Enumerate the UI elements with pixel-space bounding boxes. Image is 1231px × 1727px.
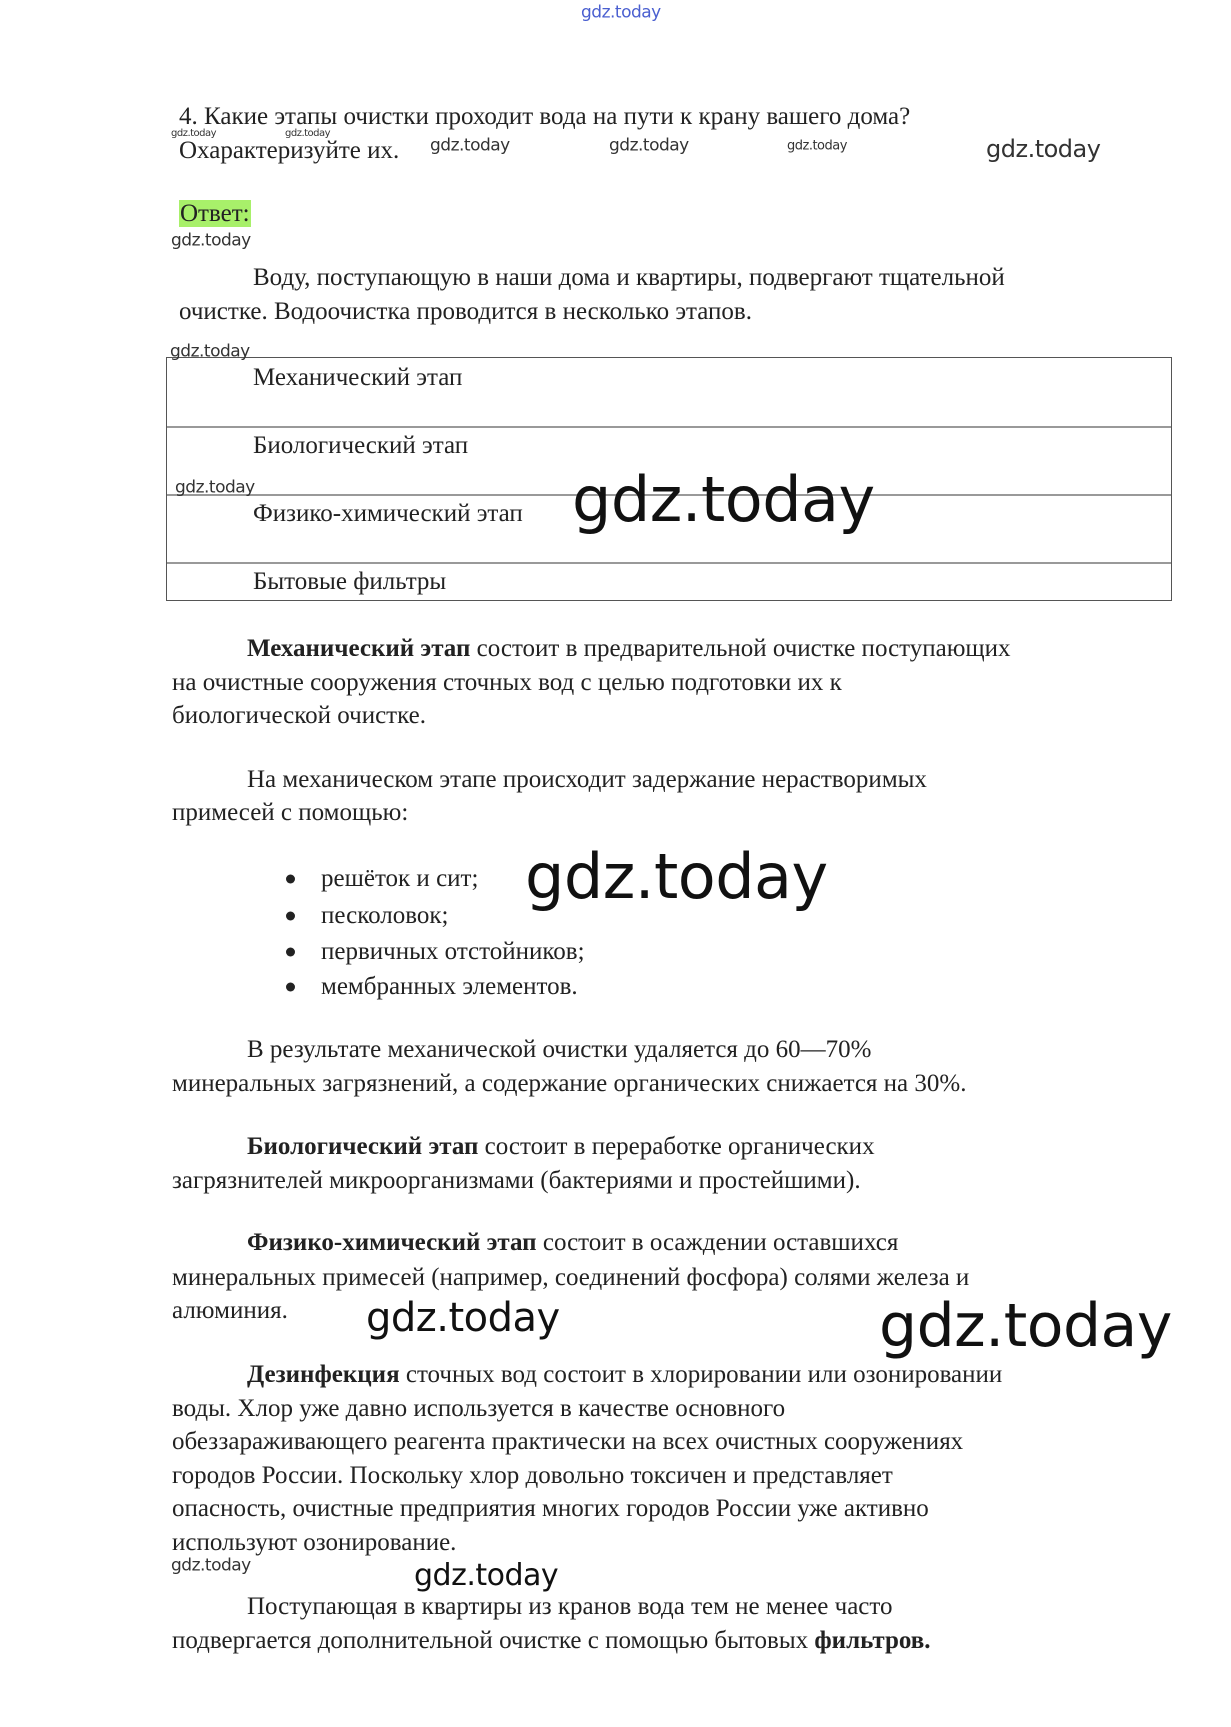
watermark: gdz.today [787,138,847,154]
physchem-line-1 [247,1230,898,1256]
physchem-line-2: минеральных примесей (например, соединений фосфора) солями железа и [172,1264,970,1291]
watermark: gdz.today [430,135,510,156]
list-item: первичных отстойников; [321,938,585,965]
watermark: gdz.today [170,341,250,362]
biological-line-2: загрязнителей микроорганизмами (бактериями и простейшими). [172,1167,861,1194]
watermark: gdz.today [879,1291,1172,1361]
header-watermark: gdz.today [581,2,661,23]
watermark: gdz.today [171,128,217,139]
intro-line-1: Воду, поступающую в наши дома и квартиры, подвергают тщательной [253,264,1005,291]
result-line-2: минеральных загрязнений, а содержание органических снижается на 30%. [172,1070,967,1097]
mechanical-line-1 [247,636,1011,662]
watermark: gdz.today [285,128,331,139]
list-item: мембранных элементов. [321,973,578,1000]
watermark: gdz.today [414,1558,559,1593]
watermark: gdz.today [175,477,255,498]
bullet-icon [286,983,295,992]
physchem-line-3: алюминия. [172,1297,288,1324]
text: подвергается дополнительной очистке с помощью бытовых [172,1627,815,1654]
disinfection-line-4: городов России. Поскольку хлор довольно токсичен и представляет [172,1462,893,1489]
table-row: Биологический этап [253,432,469,459]
watermark: gdz.today [366,1295,560,1341]
answer-highlight: Ответ: [180,200,250,227]
watermark: gdz.today [171,230,251,251]
list-item: решёток и сит; [321,865,479,892]
filters-line-2 [172,1628,931,1654]
biological-line-1 [247,1134,875,1160]
answer-label [179,201,251,227]
text: состоит в осаждении оставшихся [536,1229,899,1256]
bullet-icon [286,912,295,921]
bold-term: Дезинфекция [247,1361,400,1388]
disinfection-line-1 [247,1362,1002,1388]
disinfection-line-3: обеззараживающего реагента практически на всех очистных сооружениях [172,1428,964,1455]
mechanical-detail-line-1: На механическом этапе происходит задержание нерастворимых [247,766,927,793]
intro-line-2: очистке. Водоочистка проводится в несколько этапов. [179,298,752,325]
disinfection-line-5: опасность, очистные предприятия многих городов России уже активно [172,1495,929,1522]
bullet-icon [286,948,295,957]
bold-term: Биологический этап [247,1133,479,1160]
watermark: gdz.today [986,135,1101,163]
table-divider [167,562,1171,564]
bullet-icon [286,875,295,884]
watermark: gdz.today [609,135,689,156]
watermark: gdz.today [572,463,875,536]
text: состоит в переработке органических [478,1133,875,1160]
question-line-1: 4. Какие этапы очистки проходит вода на пути к крану вашего дома? [179,103,911,130]
text: состоит в предварительной очистке поступающих [470,635,1011,662]
watermark: gdz.today [525,840,828,913]
mechanical-detail-line-2: примесей с помощью: [172,799,409,826]
filters-line-1: Поступающая в квартиры из кранов вода тем не менее часто [247,1593,893,1620]
bold-term: Механический этап [247,635,471,662]
table-row: Бытовые фильтры [253,568,447,595]
result-line-1: В результате механической очистки удаляется до 60—70% [247,1036,872,1063]
bold-term: фильтров. [814,1627,931,1654]
table-row: Механический этап [253,364,463,391]
mechanical-line-3: биологической очистке. [172,702,426,729]
watermark: gdz.today [171,1555,251,1576]
list-item: песколовок; [321,902,449,929]
bold-term: Физико-химический этап [247,1229,537,1256]
text: сточных вод состоит в хлорировании или озонировании [399,1361,1003,1388]
table-row: Физико-химический этап [253,500,523,527]
mechanical-line-2: на очистные сооружения сточных вод с целью подготовки их к [172,669,842,696]
table-divider [167,426,1171,428]
question-line-2: Охарактеризуйте их. [179,137,400,164]
disinfection-line-2: воды. Хлор уже давно используется в качестве основного [172,1395,786,1422]
disinfection-line-6: используют озонирование. [172,1529,457,1556]
